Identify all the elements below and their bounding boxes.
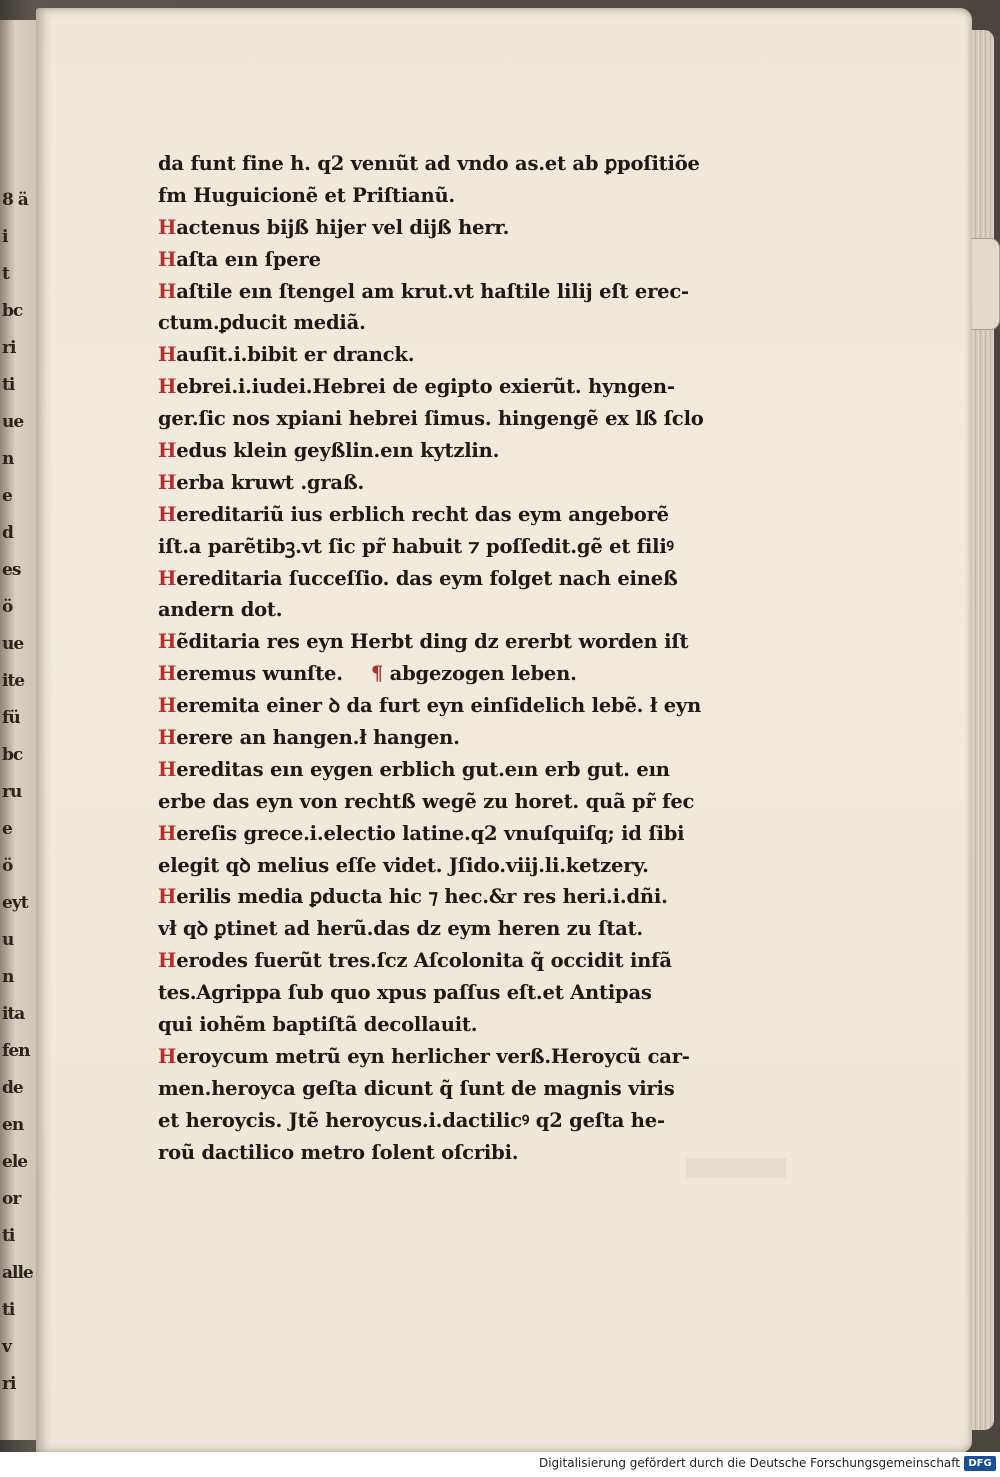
line-text: ebrei.i.iudei.Hebrei de egipto exierũt. hyngen‑	[176, 375, 675, 399]
text-line	[158, 1009, 808, 1041]
footer-bar	[0, 1452, 1000, 1477]
margin-fragment: n	[2, 449, 14, 469]
line-text: fm Huguicionẽ et Priſtianũ.	[158, 183, 456, 207]
line-text: et heroycis. Jtẽ heroycus.i.dactilicꝰ q2 geſta he‑	[158, 1108, 665, 1132]
rubricated-initial: H	[158, 439, 177, 463]
margin-fragment: e	[2, 486, 12, 506]
line-text: aſta eın ſpere	[176, 247, 321, 271]
text-line	[158, 913, 808, 945]
rubricated-initial: H	[158, 1044, 177, 1068]
line-text: erba kruwt .graß.	[176, 470, 365, 494]
line-text: erbe das eyn von rechtß wegẽ zu horet. quã pr̃ fec	[158, 789, 695, 813]
margin-fragment: bc	[2, 745, 23, 765]
dfg-logo: DFG	[964, 1456, 996, 1471]
rubricated-initial: H	[158, 470, 177, 494]
margin-fragment: or	[2, 1189, 21, 1209]
line-text: ereſis grece.i.electio latine.q2 vnuſquiſq; id ſibi	[176, 821, 685, 845]
text-line	[158, 658, 808, 690]
rubricated-initial: H	[158, 885, 177, 909]
line-text: tes.Agrippa ſub quo xpus paſſus eſt.et Antipas	[158, 981, 652, 1005]
text-line	[158, 499, 808, 531]
text-line	[158, 371, 808, 403]
line-text: eroycum metrũ eyn herlicher verß.Heroycũ car‑	[176, 1044, 690, 1068]
margin-fragment: bc	[2, 301, 23, 321]
text-line	[158, 531, 808, 563]
rubricated-initial: H	[158, 343, 177, 367]
rubricated-initial: H	[158, 821, 177, 845]
margin-fragment: e	[2, 819, 12, 839]
rubricated-initial: H	[158, 949, 177, 973]
rubricated-initial: H	[158, 757, 177, 781]
margin-fragment: ö	[2, 856, 13, 876]
rubricated-initial: H	[158, 566, 177, 590]
line-text: aſtile eın ſtengel am krut.vt haſtile lilij eſt erec‑	[176, 279, 689, 303]
text-line	[158, 1073, 808, 1105]
line-text: vł qꝺ ꝑtinet ad herũ.das dz eym heren zu ſtat.	[158, 917, 643, 941]
line-text: roũ dactilico metro ſolent oſcribi.	[158, 1140, 519, 1164]
margin-fragment: ri	[2, 338, 16, 358]
line-text: ereditas eın eygen erblich gut.eın erb gut. eın	[176, 757, 670, 781]
margin-fragment: ri	[2, 1374, 16, 1394]
margin-fragment: en	[2, 1115, 24, 1135]
funding-credit: Digitalisierung gefördert durch die Deutsche Forschungsgemeinschaft	[538, 1456, 960, 1470]
line-text: qui iohẽm baptiſtã decollauit.	[158, 1013, 478, 1037]
text-line	[158, 722, 808, 754]
inline-gloss: ¶ abgezogen leben.	[370, 662, 577, 686]
text-column	[158, 148, 808, 1169]
margin-fragment: t	[2, 264, 9, 284]
line-text: andern dot.	[158, 598, 283, 622]
line-text: ctum.ꝑducit mediã.	[158, 311, 366, 335]
text-line	[158, 690, 808, 722]
text-line	[158, 180, 808, 212]
line-text: ereditariũ ius erblich recht das eym angeborẽ	[176, 502, 669, 526]
margin-fragment: ti	[2, 375, 15, 395]
text-line	[158, 1105, 808, 1137]
text-line	[158, 1137, 808, 1169]
text-line	[158, 244, 808, 276]
text-line	[158, 148, 808, 180]
text-line	[158, 850, 808, 882]
text-line	[158, 881, 808, 913]
rubricated-initial: H	[158, 694, 177, 718]
line-text: iſt.a parẽtibꝫ.vt ſic pr̃ habuit ⁊ poſſedit.gẽ et filiꝰ	[158, 534, 674, 558]
text-line	[158, 212, 808, 244]
line-text: erodes fuerũt tres.ſcz Aſcolonita q̃ occidit infã	[176, 949, 672, 973]
rubricated-initial: H	[158, 247, 177, 271]
margin-fragment: es	[2, 560, 21, 580]
margin-fragment: ue	[2, 634, 24, 654]
line-text: da funt fine h. q2 venıũt ad vndo as.et ab ꝑpoſitiõe	[158, 152, 700, 175]
margin-fragment: alle	[2, 1263, 33, 1283]
text-line	[158, 563, 808, 595]
margin-fragment: d	[2, 523, 13, 543]
line-text: actenus bijß hijer vel dijß herr.	[176, 215, 510, 239]
margin-fragment: 8 ä	[2, 190, 28, 210]
text-line	[158, 403, 808, 435]
line-text: ger.ſic nos xpiani hebrei ſimus. hingengẽ ex lß ſclo	[158, 407, 704, 431]
margin-fragment: ti	[2, 1226, 15, 1246]
line-text: auſit.i.bibit er dranck.	[176, 343, 415, 367]
line-text: ereditaria ſucceſſio. das eym folget nach eineß	[176, 566, 678, 590]
text-line	[158, 1041, 808, 1073]
text-line	[158, 435, 808, 467]
margin-fragment: ru	[2, 782, 22, 802]
margin-fragment: ti	[2, 1300, 15, 1320]
rubricated-initial: H	[158, 662, 177, 686]
text-line	[158, 594, 808, 626]
margin-fragment: eyt	[2, 893, 28, 913]
text-line	[158, 945, 808, 977]
rubricated-initial: H	[158, 726, 177, 750]
line-text: erilis media ꝑducta hic ⁊ hec.&r res heri.i.dñi.	[176, 885, 668, 909]
margin-fragment: ita	[2, 1004, 25, 1024]
line-text: men.heroyca geſta dicunt q̃ ſunt de magnis viris	[158, 1076, 675, 1100]
rubricated-initial: H	[158, 375, 177, 399]
line-text: eremita einer ꝺ da furt eyn einſidelich lebẽ. ł eyn	[176, 694, 702, 718]
text-line	[158, 977, 808, 1009]
margin-fragment: fü	[2, 708, 20, 728]
text-line	[158, 754, 808, 786]
text-line	[158, 626, 808, 658]
margin-fragment: u	[2, 930, 14, 950]
margin-fragment: i	[2, 227, 8, 247]
margin-fragment: de	[2, 1078, 23, 1098]
margin-fragment: ue	[2, 412, 24, 432]
text-line	[158, 307, 808, 339]
line-text: ẽditaria res eyn Herbt ding dz ererbt worden iſt	[176, 630, 689, 654]
text-line	[158, 786, 808, 818]
rubricated-initial: H	[158, 502, 177, 526]
text-line	[158, 276, 808, 308]
margin-fragment: fen	[2, 1041, 30, 1061]
margin-fragment: v	[2, 1337, 11, 1357]
rubricated-initial: H	[158, 215, 177, 239]
line-text: edus klein geyßlin.eın kytzlin.	[176, 439, 500, 463]
line-text: elegit qꝺ melius eſſe videt. Jſido.viij.li.ketzery.	[158, 853, 649, 877]
margin-fragment: ite	[2, 671, 25, 691]
text-line	[158, 339, 808, 371]
margin-fragment: n	[2, 967, 14, 987]
line-text: eremus wunſte.	[176, 662, 343, 686]
previous-page-margin	[0, 20, 40, 1440]
rubricated-initial: H	[158, 630, 177, 654]
margin-fragment: ö	[2, 597, 13, 617]
text-line	[158, 467, 808, 499]
book-page	[36, 8, 972, 1453]
margin-fragment: ele	[2, 1152, 28, 1172]
text-line	[158, 818, 808, 850]
rubricated-initial: H	[158, 279, 177, 303]
line-text: erere an hangen.ł hangen.	[176, 726, 460, 750]
